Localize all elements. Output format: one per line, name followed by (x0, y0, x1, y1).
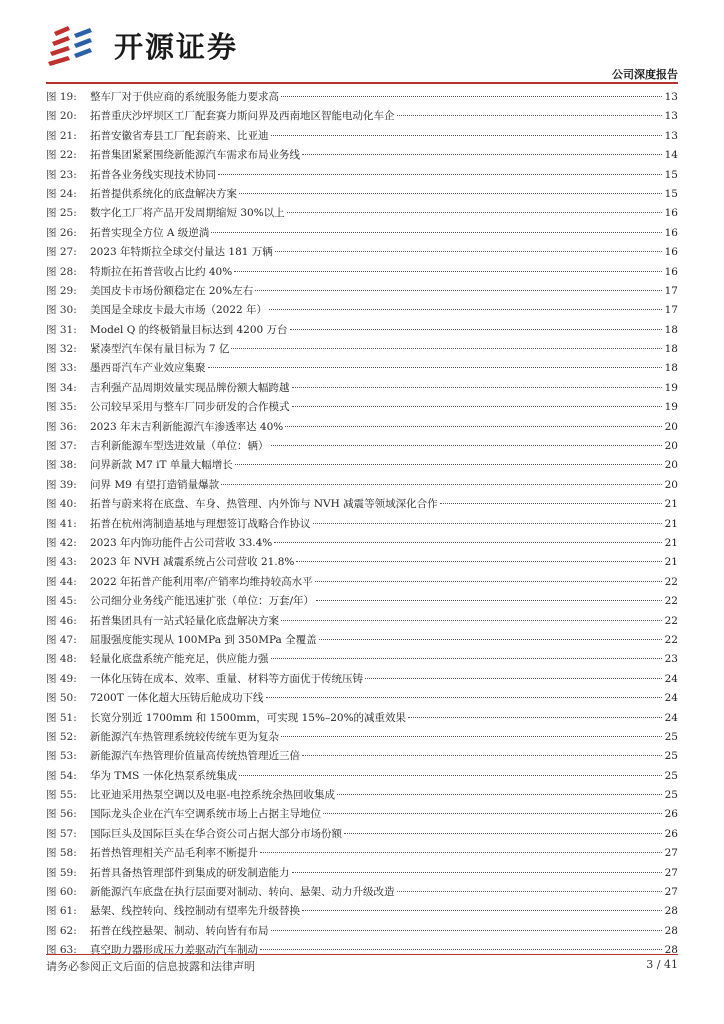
figure-number: 图 55: (46, 789, 77, 802)
toc-entry[interactable] (46, 146, 678, 165)
figure-title: 真空助力器形成压力差驱动汽车制动 (90, 944, 258, 957)
dot-leader (239, 193, 662, 194)
figure-number: 图 49: (46, 672, 77, 685)
figure-number: 图 59: (46, 866, 77, 879)
dot-leader (440, 503, 662, 504)
figure-title: 墨西哥汽车产业效应集聚 (90, 362, 206, 375)
figure-page-number: 18 (664, 323, 678, 336)
toc-entry[interactable] (46, 88, 678, 107)
dot-leader (397, 891, 663, 892)
figure-page-number: 16 (664, 207, 678, 220)
figure-number: 图 45: (46, 595, 77, 608)
figure-page-number: 25 (664, 789, 678, 802)
figure-page-number: 28 (664, 905, 678, 918)
toc-entry[interactable] (46, 767, 678, 786)
figure-page-number: 15 (664, 168, 678, 181)
figure-title: 公司较早采用与整车厂同步研发的合作模式 (90, 401, 290, 414)
figure-number: 图 32: (46, 343, 77, 356)
figure-page-number: 22 (664, 614, 678, 627)
dot-leader (260, 949, 662, 950)
dot-leader (281, 620, 662, 621)
dot-leader (269, 309, 662, 310)
figure-title: 拓普集团紧紧围绕新能源汽车需求布局业务线 (90, 149, 300, 162)
dot-leader (281, 96, 662, 97)
figure-number: 图 50: (46, 692, 77, 705)
figure-title: 拓普与蔚来将在底盘、车身、热管理、内外饰与 NVH 减震等领域深化合作 (90, 498, 438, 511)
toc-entry[interactable] (46, 437, 678, 456)
figure-title: 国际巨头及国际巨头在华合资公司占据大部分市场份额 (90, 827, 342, 840)
toc-entry[interactable] (46, 224, 678, 243)
figure-title: 问界新款 M7 iT 单量大幅增长 (90, 459, 233, 472)
figure-title: 拓普安徽省寿县工厂配套蔚来、比亚迪 (90, 129, 269, 142)
figure-number: 图 23: (46, 168, 77, 181)
dot-leader (285, 426, 662, 427)
figure-page-number: 27 (664, 866, 678, 879)
figure-title: 拓普实现全方位 A 级逆淌 (90, 226, 210, 239)
footer-divider (46, 954, 678, 955)
figure-page-number: 21 (664, 517, 678, 530)
dot-leader (296, 561, 662, 562)
figure-page-number: 19 (664, 401, 678, 414)
figure-page-number: 21 (664, 556, 678, 569)
dot-leader (290, 329, 662, 330)
toc-entry[interactable] (46, 631, 678, 650)
figure-number: 图 60: (46, 886, 77, 899)
dot-leader (266, 697, 662, 698)
figure-title: 2023 年 NVH 减震系统占公司营收 21.8% (90, 556, 295, 569)
dot-leader (302, 154, 662, 155)
figure-number: 图 25: (46, 207, 77, 220)
figure-title: 7200T 一体化超大压铸后舱成功下线 (90, 692, 264, 705)
brand-logo (46, 22, 238, 68)
figure-page-number: 28 (664, 924, 678, 937)
dot-leader (344, 833, 662, 834)
toc-entry[interactable] (46, 534, 678, 553)
toc-entry[interactable] (46, 418, 678, 437)
figure-page-number: 26 (664, 808, 678, 821)
figure-number: 图 21: (46, 129, 77, 142)
dot-leader (408, 717, 662, 718)
figure-page-number: 13 (664, 129, 678, 142)
figure-title: 拓普在杭州湾制造基地与理想签订战略合作协议 (90, 517, 311, 530)
figure-page-number: 23 (664, 653, 678, 666)
toc-entry[interactable] (46, 456, 678, 475)
figure-page-number: 16 (664, 265, 678, 278)
figure-page-number: 22 (664, 633, 678, 646)
dot-leader (208, 367, 663, 368)
figure-page-number: 21 (664, 498, 678, 511)
figure-number: 图 54: (46, 769, 77, 782)
figure-title: 特斯拉在拓普营收占比约 40% (90, 265, 233, 278)
figure-page-number: 13 (664, 91, 678, 103)
figure-number: 图 43: (46, 556, 77, 569)
toc-entry[interactable] (46, 747, 678, 766)
figure-page-number: 24 (664, 692, 678, 705)
figure-number: 图 36: (46, 420, 77, 433)
dot-leader (235, 464, 662, 465)
figure-number: 图 56: (46, 808, 77, 821)
dot-leader (292, 387, 663, 388)
header-divider (46, 82, 678, 84)
figure-title: 美国皮卡市场份额稳定在 20%左右 (90, 284, 254, 297)
figure-number: 图 22: (46, 149, 77, 162)
toc-entry[interactable] (46, 844, 678, 863)
toc-entry[interactable] (46, 864, 678, 883)
figure-page-number: 25 (664, 730, 678, 743)
figure-page-number: 28 (664, 944, 678, 957)
dot-leader (271, 930, 663, 931)
figure-number: 图 28: (46, 265, 77, 278)
figure-number: 图 41: (46, 517, 77, 530)
figure-number: 图 57: (46, 827, 77, 840)
dot-leader (292, 406, 663, 407)
figure-page-number: 22 (664, 575, 678, 588)
dot-leader (281, 736, 662, 737)
figure-page-number: 17 (664, 284, 678, 297)
figure-number: 图 53: (46, 750, 77, 763)
toc-entry[interactable] (46, 922, 678, 941)
figure-title: 2022 年拓普产能利用率/产销率均维持较高水平 (90, 575, 313, 588)
dot-leader (218, 174, 662, 175)
figure-title: 数字化工厂将产品开发周期缩短 30%以上 (90, 207, 285, 220)
figure-title: 拓普提供系统化的底盘解决方案 (90, 187, 237, 200)
figure-number: 图 62: (46, 924, 77, 937)
figure-title: 吉利新能源车型迭进效量（单位：辆） (90, 440, 269, 453)
figure-number: 图 47: (46, 633, 77, 646)
figure-number: 图 19: (46, 91, 77, 103)
toc-entry[interactable] (46, 805, 678, 824)
dot-leader (234, 271, 662, 272)
figure-number: 图 30: (46, 304, 77, 317)
figure-number: 图 58: (46, 847, 77, 860)
figure-number: 图 61: (46, 905, 77, 918)
toc-entry[interactable] (46, 515, 678, 534)
figure-title: 公司细分业务线产能迅速扩张（单位：万套/年） (90, 595, 315, 608)
figure-title: 整车厂对于供应商的系统服务能力要求高 (90, 91, 279, 103)
figure-title: 拓普在线控悬架、制动、转向皆有布局 (90, 924, 269, 937)
figure-title: 拓普集团具有一站式轻量化底盘解决方案 (90, 614, 279, 627)
figure-page-number: 16 (664, 246, 678, 259)
figure-number: 图 48: (46, 653, 77, 666)
figure-page-number: 26 (664, 827, 678, 840)
toc-entry[interactable] (46, 786, 678, 805)
figure-page-number: 13 (664, 110, 678, 123)
toc-entry[interactable] (46, 883, 678, 902)
figure-title: 新能源汽车热管理价值量高传统热管理近三倍 (90, 750, 300, 763)
figure-page-number: 17 (664, 304, 678, 317)
figure-page-number: 25 (664, 769, 678, 782)
figure-title: 国际龙头企业在汽车空调系统市场上占据主导地位 (90, 808, 321, 821)
figure-title: 紧凑型汽车保有量目标为 7 亿 (90, 343, 230, 356)
toc-entry[interactable] (46, 321, 678, 340)
figure-number: 图 24: (46, 187, 77, 200)
figure-number: 图 27: (46, 246, 77, 259)
figure-title: 新能源汽车热管理系统较传统车更为复杂 (90, 730, 279, 743)
figure-title: 拓普重庆沙坪坝区工厂配套赛力斯问界及西南地区智能电动化车企 (90, 110, 395, 123)
figure-title: 吉利强产品周期效量实现品牌份额大幅跨越 (90, 381, 290, 394)
toc-entry[interactable] (46, 902, 678, 921)
figure-number: 图 44: (46, 575, 77, 588)
disclaimer-note: 请务必参阅正文后面的信息披露和法律声明 (46, 960, 255, 973)
logo-icon (46, 22, 106, 68)
dot-leader (271, 135, 663, 136)
figure-page-number: 20 (664, 420, 678, 433)
dot-leader (221, 484, 662, 485)
figure-page-number: 15 (664, 187, 678, 200)
dot-leader (365, 678, 662, 679)
figure-title: 2023 年末吉利新能源汽车渗透率达 40% (90, 420, 284, 433)
dot-leader (271, 445, 663, 446)
toc-entry[interactable] (46, 650, 678, 669)
figure-number: 图 39: (46, 478, 77, 491)
figure-list (46, 88, 678, 961)
toc-entry[interactable] (46, 127, 678, 146)
figure-number: 图 40: (46, 498, 77, 511)
figure-page-number: 18 (664, 362, 678, 375)
dot-leader (323, 813, 662, 814)
dot-leader (275, 251, 662, 252)
brand-name: 开源证券 (114, 29, 239, 64)
figure-title: 屈服强度能实现从 100MPa 到 350MPa 全覆盖 (90, 633, 317, 646)
figure-page-number: 27 (664, 886, 678, 899)
dot-leader (211, 232, 662, 233)
figure-number: 图 37: (46, 440, 77, 453)
figure-title: 长宽分别近 1700mm 和 1500mm，可实现 15%–20%的减重效果 (90, 711, 407, 724)
figure-page-number: 27 (664, 847, 678, 860)
toc-entry[interactable] (46, 166, 678, 185)
figure-page-number: 16 (664, 226, 678, 239)
toc-entry[interactable] (46, 398, 678, 417)
dot-leader (274, 542, 662, 543)
figure-title: 拓普各业务线实现技术协同 (90, 168, 216, 181)
figure-title: 2023 年内饰功能件占公司营收 33.4% (90, 536, 273, 549)
dot-leader (302, 755, 662, 756)
toc-entry[interactable] (46, 263, 678, 282)
figure-page-number: 18 (664, 343, 678, 356)
toc-entry[interactable] (46, 359, 678, 378)
toc-entry[interactable] (46, 728, 678, 747)
toc-entry[interactable] (46, 476, 678, 495)
figure-title: 比亚迪采用热泵空调以及电驱-电控系统余热回收集成 (90, 789, 336, 802)
toc-entry[interactable] (46, 592, 678, 611)
dot-leader (313, 523, 663, 524)
figure-page-number: 14 (664, 149, 678, 162)
figure-number: 图 42: (46, 536, 77, 549)
toc-entry[interactable] (46, 670, 678, 689)
toc-entry[interactable] (46, 204, 678, 223)
dot-leader (255, 290, 662, 291)
toc-entry[interactable] (46, 379, 678, 398)
figure-number: 图 51: (46, 711, 77, 724)
figure-title: 拓普热管理相关产品毛利率不断提升 (90, 847, 258, 860)
figure-page-number: 19 (664, 381, 678, 394)
dot-leader (337, 794, 662, 795)
figure-title: 问界 M9 有望打造销量爆款 (90, 478, 220, 491)
dot-leader (239, 775, 662, 776)
figure-page-number: 24 (664, 672, 678, 685)
figure-number: 图 34: (46, 381, 77, 394)
toc-entry[interactable] (46, 709, 678, 728)
dot-leader (316, 600, 662, 601)
figure-page-number: 25 (664, 750, 678, 763)
dot-leader (231, 348, 662, 349)
toc-entry[interactable] (46, 553, 678, 572)
figure-page-number: 21 (664, 536, 678, 549)
toc-entry[interactable] (46, 340, 678, 359)
toc-entry[interactable] (46, 689, 678, 708)
figure-number: 图 52: (46, 730, 77, 743)
dot-leader (319, 639, 662, 640)
dot-leader (292, 872, 663, 873)
figure-title: 轻量化底盘系统产能充足，供应能力强 (90, 653, 269, 666)
toc-entry[interactable] (46, 495, 678, 514)
toc-entry[interactable] (46, 282, 678, 301)
dot-leader (271, 658, 663, 659)
figure-page-number: 20 (664, 478, 678, 491)
figure-title: Model Q 的终极销量目标达到 4200 万台 (90, 323, 288, 336)
figure-number: 图 35: (46, 401, 77, 414)
figure-number: 图 29: (46, 284, 77, 297)
figure-page-number: 22 (664, 595, 678, 608)
toc-entry[interactable] (46, 573, 678, 592)
toc-entry[interactable] (46, 301, 678, 320)
figure-number: 图 63: (46, 944, 77, 957)
figure-title: 拓普具备热管理部件到集成的研发制造能力 (90, 866, 290, 879)
figure-title: 美国是全球皮卡最大市场（2022 年） (90, 304, 268, 317)
document-type-label: 公司深度报告 (612, 68, 678, 81)
figure-page-number: 20 (664, 440, 678, 453)
figure-number: 图 38: (46, 459, 77, 472)
figure-number: 图 33: (46, 362, 77, 375)
figure-number: 图 26: (46, 226, 77, 239)
dot-leader (302, 910, 662, 911)
figure-number: 图 20: (46, 110, 77, 123)
figure-page-number: 20 (664, 459, 678, 472)
figure-number: 图 31: (46, 323, 77, 336)
toc-entry[interactable] (46, 825, 678, 844)
figure-title: 一体化压铸在成本、效率、重量、材料等方面优于传统压铸 (90, 672, 363, 685)
dot-leader (287, 212, 662, 213)
figure-title: 悬架、线控转向、线控制动有望率先升级替换 (90, 905, 300, 918)
figure-page-number: 24 (664, 711, 678, 724)
toc-entry[interactable] (46, 185, 678, 204)
dot-leader (260, 852, 662, 853)
page-number: 3 / 41 (646, 958, 678, 971)
dot-leader (397, 115, 663, 116)
figure-title: 新能源汽车底盘在执行层面要对制动、转向、悬架、动力升级改造 (90, 886, 395, 899)
figure-title: 华为 TMS 一体化热泵系统集成 (90, 769, 238, 782)
figure-number: 图 46: (46, 614, 77, 627)
toc-entry[interactable] (46, 612, 678, 631)
figure-title: 2023 年特斯拉全球交付量达 181 万辆 (90, 246, 273, 259)
toc-entry[interactable] (46, 107, 678, 126)
dot-leader (315, 581, 662, 582)
toc-entry[interactable] (46, 243, 678, 262)
